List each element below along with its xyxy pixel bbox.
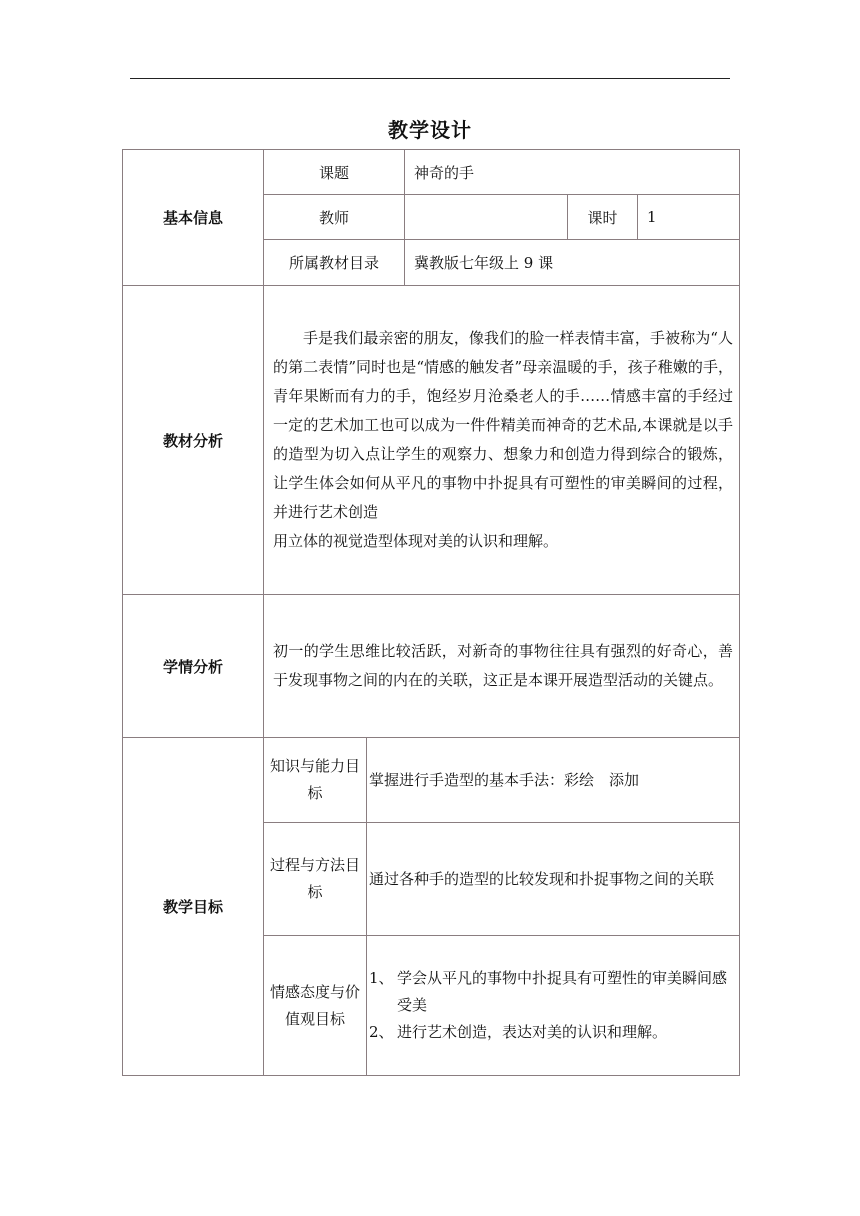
list-number: 2、 <box>369 1023 394 1041</box>
material-analysis-body <box>264 286 740 595</box>
basic-info-header: 基本信息 <box>123 150 264 286</box>
topic-value: 神奇的手 <box>405 150 740 195</box>
learner-analysis-header: 学情分析 <box>123 595 264 738</box>
teaching-goals-header: 教学目标 <box>123 738 264 1076</box>
periods-label: 课时 <box>568 195 638 240</box>
catalog-label: 所属教材目录 <box>264 240 405 286</box>
process-goal-label: 过程与方法目标 <box>264 823 367 936</box>
emotion-goal-item <box>369 965 739 1019</box>
header-rule <box>130 78 730 79</box>
row-material-analysis <box>123 286 740 595</box>
lesson-plan-table <box>122 149 740 1076</box>
material-analysis-header: 教材分析 <box>123 286 264 595</box>
topic-label: 课题 <box>264 150 405 195</box>
row-topic <box>123 150 740 195</box>
list-number: 1、 <box>369 969 394 987</box>
emotion-goal-label: 情感态度与价值观目标 <box>264 936 367 1076</box>
learner-analysis-body: 初一的学生思维比较活跃，对新奇的事物往往具有强烈的好奇心，善于发现事物之间的内在的关联，这正是本课开展造型活动的关键点。 <box>264 595 740 738</box>
process-goal-text: 通过各种手的造型的比较发现和扑捉事物之间的关联 <box>367 823 740 936</box>
knowledge-goal-text: 掌握进行手造型的基本手法：彩绘 添加 <box>367 738 740 823</box>
periods-value: 1 <box>638 195 740 240</box>
emotion-goal-list <box>367 936 740 1076</box>
material-analysis-para2: 用立体的视觉造型体现对美的认识和理解。 <box>273 532 559 550</box>
list-text: 进行艺术创造，表达对美的认识和理解。 <box>397 1023 668 1041</box>
row-goal-knowledge <box>123 738 740 823</box>
list-text: 学会从平凡的事物中扑捉具有可塑性的审美瞬间感受美 <box>397 969 728 1014</box>
row-learner-analysis <box>123 595 740 738</box>
teacher-value <box>405 195 568 240</box>
knowledge-goal-label: 知识与能力目标 <box>264 738 367 823</box>
document-title: 教学设计 <box>388 118 472 142</box>
material-analysis-para1: 手是我们最亲密的朋友，像我们的脸一样表情丰富，手被称为“人的第二表情”同时也是“情感的触发者”母亲温暖的手，孩子稚嫩的手，青年果断而有力的手，饱经岁月沧桑老人的手……情感丰富的手经过一定的艺术加工也可以成为一件件精美而神奇的艺术品,本课就是以手的造型为切入点让学生的观察力、想象力和创造力得到综合的锻炼，让学生体会如何从平凡的事物中扑捉具有可塑性的审美瞬间的过程，并进行艺术创造 <box>273 329 734 521</box>
emotion-goal-item <box>369 1019 739 1046</box>
catalog-value: 冀教版七年级上 9 课 <box>405 240 740 286</box>
teacher-label: 教师 <box>264 195 405 240</box>
